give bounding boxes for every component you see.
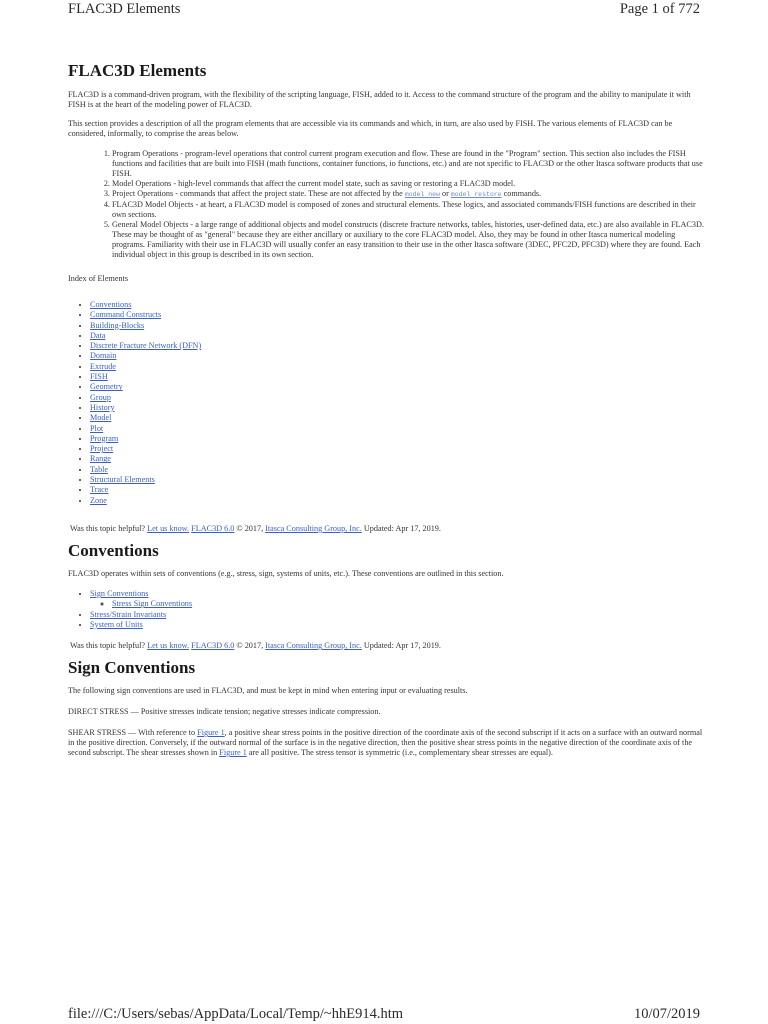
- index-of-elements: [68, 300, 704, 506]
- list-item-text: or: [439, 189, 451, 198]
- index-item: [90, 341, 704, 351]
- let-us-know-link[interactable]: Let us know.: [147, 523, 190, 533]
- index-item: [90, 362, 704, 372]
- intro-paragraph-1: FLAC3D is a command-driven program, with the flexibility of the scripting language, FISH, added to it. Access to the command structure of the program and the ability to manipulate it with FISH is at the heart of the modeling power of FLAC3D.: [68, 90, 691, 109]
- copyright-text: © 2017,: [234, 523, 266, 533]
- link-conventions[interactable]: Conventions: [90, 300, 132, 309]
- index-item: [90, 589, 704, 610]
- link-extrude[interactable]: Extrude: [90, 361, 116, 371]
- model-restore-link[interactable]: model restore: [450, 191, 502, 198]
- link-building-blocks[interactable]: Building-Blocks: [90, 320, 145, 330]
- index-item: [90, 393, 704, 403]
- list-item: 5. General Model Objects - a large range of additional objects and model constructs (discrete fracture networks, tables, histories, user-defined data, etc.) are also available in FLAC3D. These may be thought of as "general" because they are either ancillary or auxiliary to the core FLAC3D model. Also, they may be found in other Itasca numerical modeling programs. Familiarity with their use in FLAC3D will usually confer an easy transition to their use in the other Itasca software (3DEC, PFC2D, PFC3D) where they are found. Each individual object in this group is described in its own section.: [112, 220, 704, 260]
- link-stress-sign-conventions[interactable]: Stress Sign Conventions: [112, 599, 193, 609]
- product-link[interactable]: FLAC3D 6.0: [191, 641, 235, 651]
- section-heading-sign-conventions: Sign Conventions: [68, 658, 196, 678]
- model-new-link[interactable]: model new: [404, 191, 440, 198]
- figure-1-link[interactable]: Figure 1: [197, 728, 225, 738]
- index-item: [90, 485, 704, 495]
- index-item: [90, 620, 704, 630]
- index-item: [90, 434, 704, 444]
- index-item: [90, 496, 704, 506]
- feedback-line: [68, 524, 704, 534]
- index-item: [112, 599, 704, 609]
- list-item: 1. Program Operations - program-level operations that control current program execution and flow. These are found in the "Program" section. This section also includes the FISH functions and facilities that are built into FISH (math functions, container functions, io functions, etc.) and are not specific to FLAC3D or the other Itasca software products that use FISH.: [112, 149, 704, 179]
- link-model[interactable]: Model: [90, 413, 112, 423]
- let-us-know-link[interactable]: Let us know.: [147, 641, 190, 651]
- link-data[interactable]: Data: [90, 330, 106, 340]
- elements-list: [68, 149, 704, 260]
- index-item: [90, 310, 704, 320]
- link-project[interactable]: Project: [90, 444, 114, 454]
- sub-list: [90, 599, 704, 609]
- link-structural-elements[interactable]: Structural Elements: [90, 475, 155, 485]
- company-link[interactable]: Itasca Consulting Group, Inc.: [265, 641, 362, 651]
- link-range[interactable]: Range: [90, 454, 111, 464]
- link-history[interactable]: History: [90, 402, 115, 412]
- feedback-text: Was this topic helpful?: [70, 641, 148, 651]
- index-item: [90, 475, 704, 485]
- index-label: Index of Elements: [68, 274, 129, 283]
- link-trace[interactable]: Trace: [90, 485, 109, 495]
- index-item: [90, 454, 704, 464]
- company-link[interactable]: Itasca Consulting Group, Inc.: [265, 523, 362, 533]
- link-plot[interactable]: Plot: [90, 423, 104, 433]
- section-heading-conventions: Conventions: [68, 540, 159, 560]
- link-fish[interactable]: FISH: [90, 372, 108, 382]
- index-item: [90, 403, 704, 413]
- figure-1-link[interactable]: Figure 1: [219, 748, 247, 758]
- index-item: [90, 321, 704, 331]
- page-header: [68, 0, 700, 24]
- index-item: [90, 413, 704, 423]
- link-system-of-units[interactable]: System of Units: [90, 619, 143, 629]
- link-table[interactable]: Table: [90, 464, 109, 474]
- document-body: [68, 61, 704, 758]
- link-group[interactable]: Group: [90, 392, 111, 402]
- header-page-number: Page 1 of 772: [619, 1, 700, 17]
- updated-text: Updated: Apr 17, 2019.: [361, 641, 441, 651]
- index-item: [90, 382, 704, 392]
- sign-intro: The following sign conventions are used in FLAC3D, and must be kept in mind when entering input or evaluating results.: [68, 686, 468, 696]
- feedback-text: Was this topic helpful?: [70, 523, 148, 533]
- link-program[interactable]: Program: [90, 433, 119, 443]
- index-item: [90, 610, 704, 620]
- shear-text: are all positive. The stress tensor is symmetric (i.e., complementary shear stresses are equal).: [246, 748, 553, 758]
- conventions-intro: FLAC3D operates within sets of conventions (e.g., stress, sign, systems of units, etc.). These conventions are outlined in this section.: [68, 568, 504, 578]
- feedback-line: [68, 641, 704, 651]
- index-item: [90, 300, 704, 310]
- link-command-constructs[interactable]: Command Constructs: [90, 310, 162, 320]
- list-item-text: commands.: [501, 189, 542, 198]
- intro-paragraph-2: This section provides a description of all the program elements that are accessible via its commands and which, in turn, are also used by FISH. The various elements of FLAC3D can be considered, informally, to comprise the areas below.: [68, 119, 673, 138]
- index-item: [90, 424, 704, 434]
- copyright-text: © 2017,: [234, 641, 266, 651]
- index-item: [90, 351, 704, 361]
- index-item: [90, 372, 704, 382]
- link-domain[interactable]: Domain: [90, 351, 117, 361]
- conventions-links: [68, 589, 704, 630]
- updated-text: Updated: Apr 17, 2019.: [361, 523, 441, 533]
- header-title: FLAC3D Elements: [68, 1, 181, 17]
- index-item: [90, 444, 704, 454]
- list-item: 4. FLAC3D Model Objects - at heart, a FLAC3D model is composed of zones and structural elements. These logics, and associated commands/FISH functions are described in their own sections.: [112, 200, 704, 220]
- footer-file-path: file:///C:/Users/sebas/AppData/Local/Temp/~hhE914.htm: [68, 1006, 404, 1022]
- shear-stress-paragraph: [68, 728, 704, 758]
- page-title: FLAC3D Elements: [68, 61, 207, 80]
- footer-date: 10/07/2019: [633, 1006, 700, 1022]
- link-stress-strain-invariants[interactable]: Stress/Strain Invariants: [90, 609, 167, 619]
- list-item: 2. Model Operations - high-level commands that affect the current model state, such as saving or restoring a FLAC3D model.: [112, 179, 704, 189]
- list-item: [112, 189, 704, 200]
- list-item-text: Project Operations - commands that affect the project state. These are not affected by the: [112, 189, 405, 198]
- product-link[interactable]: FLAC3D 6.0: [191, 523, 235, 533]
- direct-stress-paragraph: DIRECT STRESS — Positive stresses indicate tension; negative stresses indicate compression.: [68, 707, 381, 717]
- index-item: [90, 331, 704, 341]
- link-sign-conventions[interactable]: Sign Conventions: [90, 588, 149, 598]
- link-zone[interactable]: Zone: [90, 495, 107, 505]
- link-geometry[interactable]: Geometry: [90, 382, 123, 392]
- shear-text: SHEAR STRESS — With reference to: [68, 728, 198, 738]
- shear-text: , a positive shear stress points in the positive direction of the coordinate axis of the second subscript if it acts on a surface with an outward normal in the positive direction. Conversely, if the outward normal of the surface is in the negative direction, then the positive shear stress points in the negative direction of the coordinate axis of the second subscript. The shear stresses shown in: [68, 728, 703, 758]
- link-dfn[interactable]: Discrete Fracture Network (DFN): [90, 341, 202, 351]
- index-item: [90, 465, 704, 475]
